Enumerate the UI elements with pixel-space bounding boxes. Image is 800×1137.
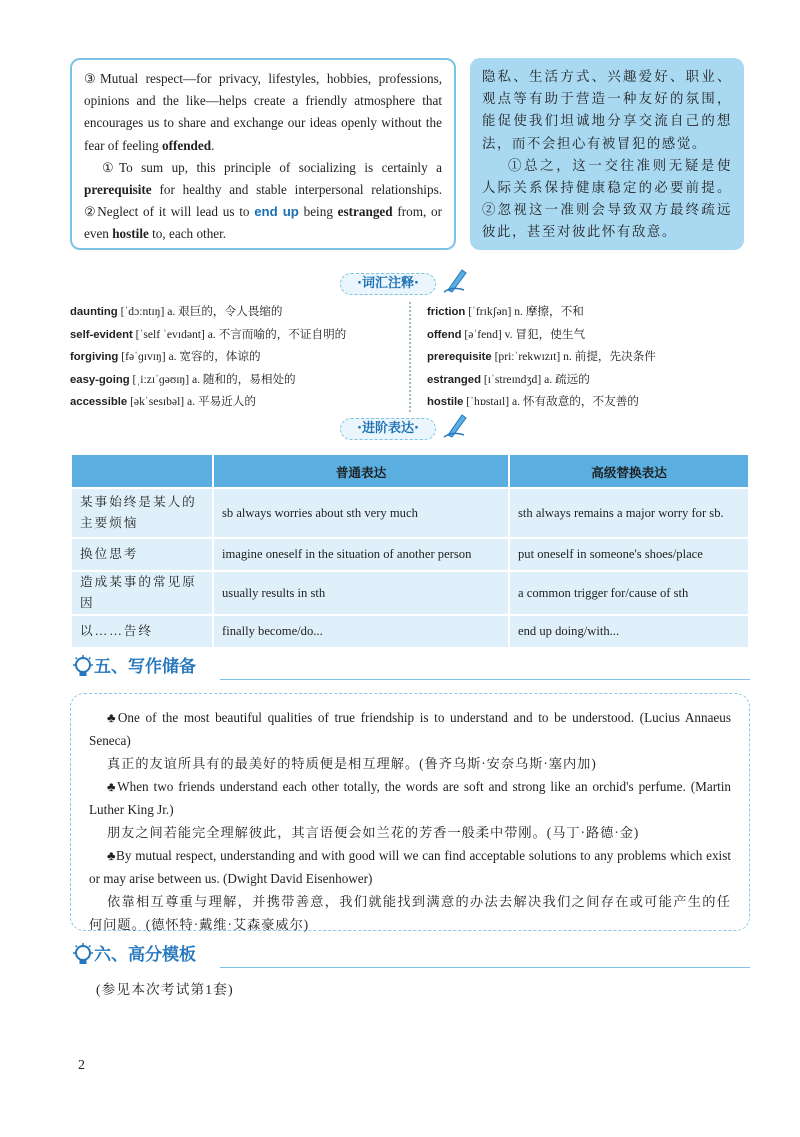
vocab-definition: [ɪˈstreɪndʒd] a. 疏远的 — [481, 372, 590, 386]
lightbulb-icon — [70, 942, 96, 970]
vocab-definition: [əkˈsesɪbəl] a. 平易近人的 — [127, 395, 256, 408]
english-passage-box — [70, 58, 456, 250]
passage-text: being — [298, 204, 338, 220]
passage-en-paragraph-2 — [84, 157, 442, 246]
vocab-word: daunting — [70, 306, 118, 318]
passage-text: ①To sum up, this principle of socializing is certainly a — [102, 159, 442, 175]
table-header-row — [71, 454, 749, 488]
vocab-definition: [fəˈɡɪvɪŋ] a. 宽容的，体谅的 — [118, 350, 261, 363]
vocab-item — [70, 391, 405, 414]
chinese-translation-box — [470, 58, 744, 250]
vocab-word: friction — [427, 306, 466, 318]
vocab-word: self-evident — [70, 328, 133, 341]
table-cell: 以……告终 — [71, 615, 213, 648]
quote-en — [89, 706, 731, 752]
quote-text: By mutual respect, understanding and with good will we can find acceptable solutions to any problems which exist or may arise between us. (Dwight David Eisenhower) — [89, 848, 731, 886]
vocab-item — [427, 346, 747, 369]
section-5-title: 五、写作储备 — [94, 657, 196, 677]
vocab-item — [427, 324, 747, 347]
vocab-right-column — [427, 301, 747, 414]
club-icon: ♣ — [107, 848, 117, 863]
quote-en — [89, 844, 731, 890]
vocab-word: easy-going — [70, 373, 130, 386]
vocab-item — [70, 346, 405, 369]
vocab-item — [427, 369, 747, 392]
table-cell: 换位思考 — [71, 538, 213, 571]
table-cell: imagine oneself in the situation of another person — [213, 538, 509, 571]
table-cell: end up doing/with... — [509, 615, 749, 648]
highlight-end-up: end up — [254, 204, 299, 220]
table-row — [71, 571, 749, 615]
section-5-heading — [70, 654, 750, 682]
table-header — [71, 454, 213, 488]
vocab-definition: [ˈfrɪkʃən] n. 摩擦，不和 — [465, 305, 584, 318]
section-6-heading — [70, 942, 750, 970]
vocab-definition: [ˈself ˈevɪdənt] a. 不言而喻的，不证自明的 — [132, 327, 347, 341]
vocab-definition: [ˈhɒstaɪl] a. 怀有敌意的，不友善的 — [463, 395, 639, 408]
vocab-word: prerequisite — [427, 351, 492, 363]
passage-text: to, each other. — [148, 226, 227, 242]
quote-text: One of the most beautiful qualities of true friendship is to understand and to be understood. (Lucius Annaeus Seneca) — [89, 710, 732, 748]
vocab-word: hostile — [427, 396, 464, 408]
highlight-prerequisite: prerequisite — [84, 182, 152, 198]
vocab-word: forgiving — [70, 351, 119, 363]
expressions-table — [70, 453, 750, 649]
vocab-item — [70, 324, 405, 347]
highlight-offended: offended — [161, 137, 212, 153]
vocab-section-pill: ·词汇注释· — [340, 273, 436, 295]
page-number: 2 — [78, 1058, 85, 1073]
table-cell: a common trigger for/cause of sth — [509, 571, 749, 615]
vocab-item — [427, 301, 747, 324]
passage-text: ③Mutual respect—for privacy, lifestyles, hobbies, professions, opinions and the like—helps create a friendly atmosphere that encourages us to share and exchange our ideas openly without the fear of feeling — [84, 71, 442, 153]
reference-note: (参见本次考试第1套) — [96, 982, 234, 997]
vocab-divider — [409, 302, 411, 412]
table-cell: 造成某事的常见原因 — [71, 571, 213, 615]
table-cell: finally become/do... — [213, 615, 509, 648]
quote-en — [89, 775, 731, 821]
vocab-item — [427, 391, 747, 414]
section-6-title: 六、高分模板 — [94, 945, 196, 965]
table-header: 普通表达 — [213, 454, 509, 488]
table-cell: sth always remains a major worry for sb. — [509, 488, 749, 538]
passage-text: for healthy and stable interpersonal relationships. ②Neglect of it will lead us to — [84, 182, 442, 220]
highlight-hostile: hostile — [112, 226, 149, 242]
vocab-definition: [priːˈrekwɪzɪt] n. 前提，先决条件 — [491, 350, 656, 363]
heading-underline — [220, 967, 750, 968]
table-row — [71, 488, 749, 538]
quote-text: When two friends understand each other totally, the words are soft and strong like an orchid's perfume. (Martin Luther King Jr.) — [89, 779, 732, 817]
vocab-word: accessible — [70, 396, 128, 408]
pen-icon — [440, 264, 470, 294]
vocab-definition: [ˈdɔːntɪŋ] a. 艰巨的，令人畏缩的 — [117, 305, 283, 318]
table-cell: 某事始终是某人的主要烦恼 — [71, 488, 213, 538]
table-header: 高级替换表达 — [509, 454, 749, 488]
vocab-item — [70, 301, 405, 324]
table-cell: sb always worries about sth very much — [213, 488, 509, 538]
quote-cn: 真正的友谊所具有的最美好的特质便是相互理解。(鲁齐乌斯·安奈乌斯·塞内加) — [107, 756, 597, 771]
passage-cn-paragraph-1: 隐私、生活方式、兴趣爱好、职业、观点等有助于营造一种友好的氛围，能促使我们坦诚地分享交流自己的想法，而不会担心有被冒犯的感觉。 — [482, 69, 732, 151]
vocab-word: offend — [427, 328, 462, 341]
vocab-definition: [ˌiːzɪˈɡəʊɪŋ] a. 随和的，易相处的 — [129, 372, 296, 386]
quotes-box — [70, 693, 750, 931]
vocab-left-column — [70, 301, 405, 414]
pen-icon — [440, 409, 470, 439]
quote-cn: 朋友之间若能完全理解彼此，其言语便会如兰花的芳香一般柔中带刚。(马丁·路德·金) — [107, 825, 640, 840]
passage-cn-paragraph-2: ①总之，这一交往准则无疑是使人际关系保持健康稳定的必要前提。②忽视这一准则会导致双方最终疏远彼此，甚至对彼此怀有敌意。 — [482, 157, 732, 240]
vocab-definition: [əˈfend] v. 冒犯，使生气 — [461, 327, 586, 341]
quote-cn: 依靠相互尊重与理解，并携带善意，我们就能找到满意的办法去解决我们之间存在或可能产生的任何问题。(德怀特·戴维·艾森豪威尔) — [89, 894, 731, 932]
table-row — [71, 615, 749, 648]
table-cell: usually results in sth — [213, 571, 509, 615]
club-icon: ♣ — [107, 779, 118, 794]
club-icon: ♣ — [107, 710, 118, 725]
highlight-estranged: estranged — [337, 204, 393, 220]
passage-text: . — [211, 137, 215, 153]
passage-en-paragraph-1 — [84, 68, 442, 157]
vocab-word: estranged — [427, 373, 481, 386]
heading-underline — [220, 679, 750, 680]
advanced-expressions-pill: ·进阶表达· — [340, 418, 436, 440]
table-cell: put oneself in someone's shoes/place — [509, 538, 749, 571]
table-row — [71, 538, 749, 571]
passage-text: from, or even — [84, 204, 442, 242]
lightbulb-icon — [70, 654, 96, 682]
vocab-item — [70, 369, 405, 392]
